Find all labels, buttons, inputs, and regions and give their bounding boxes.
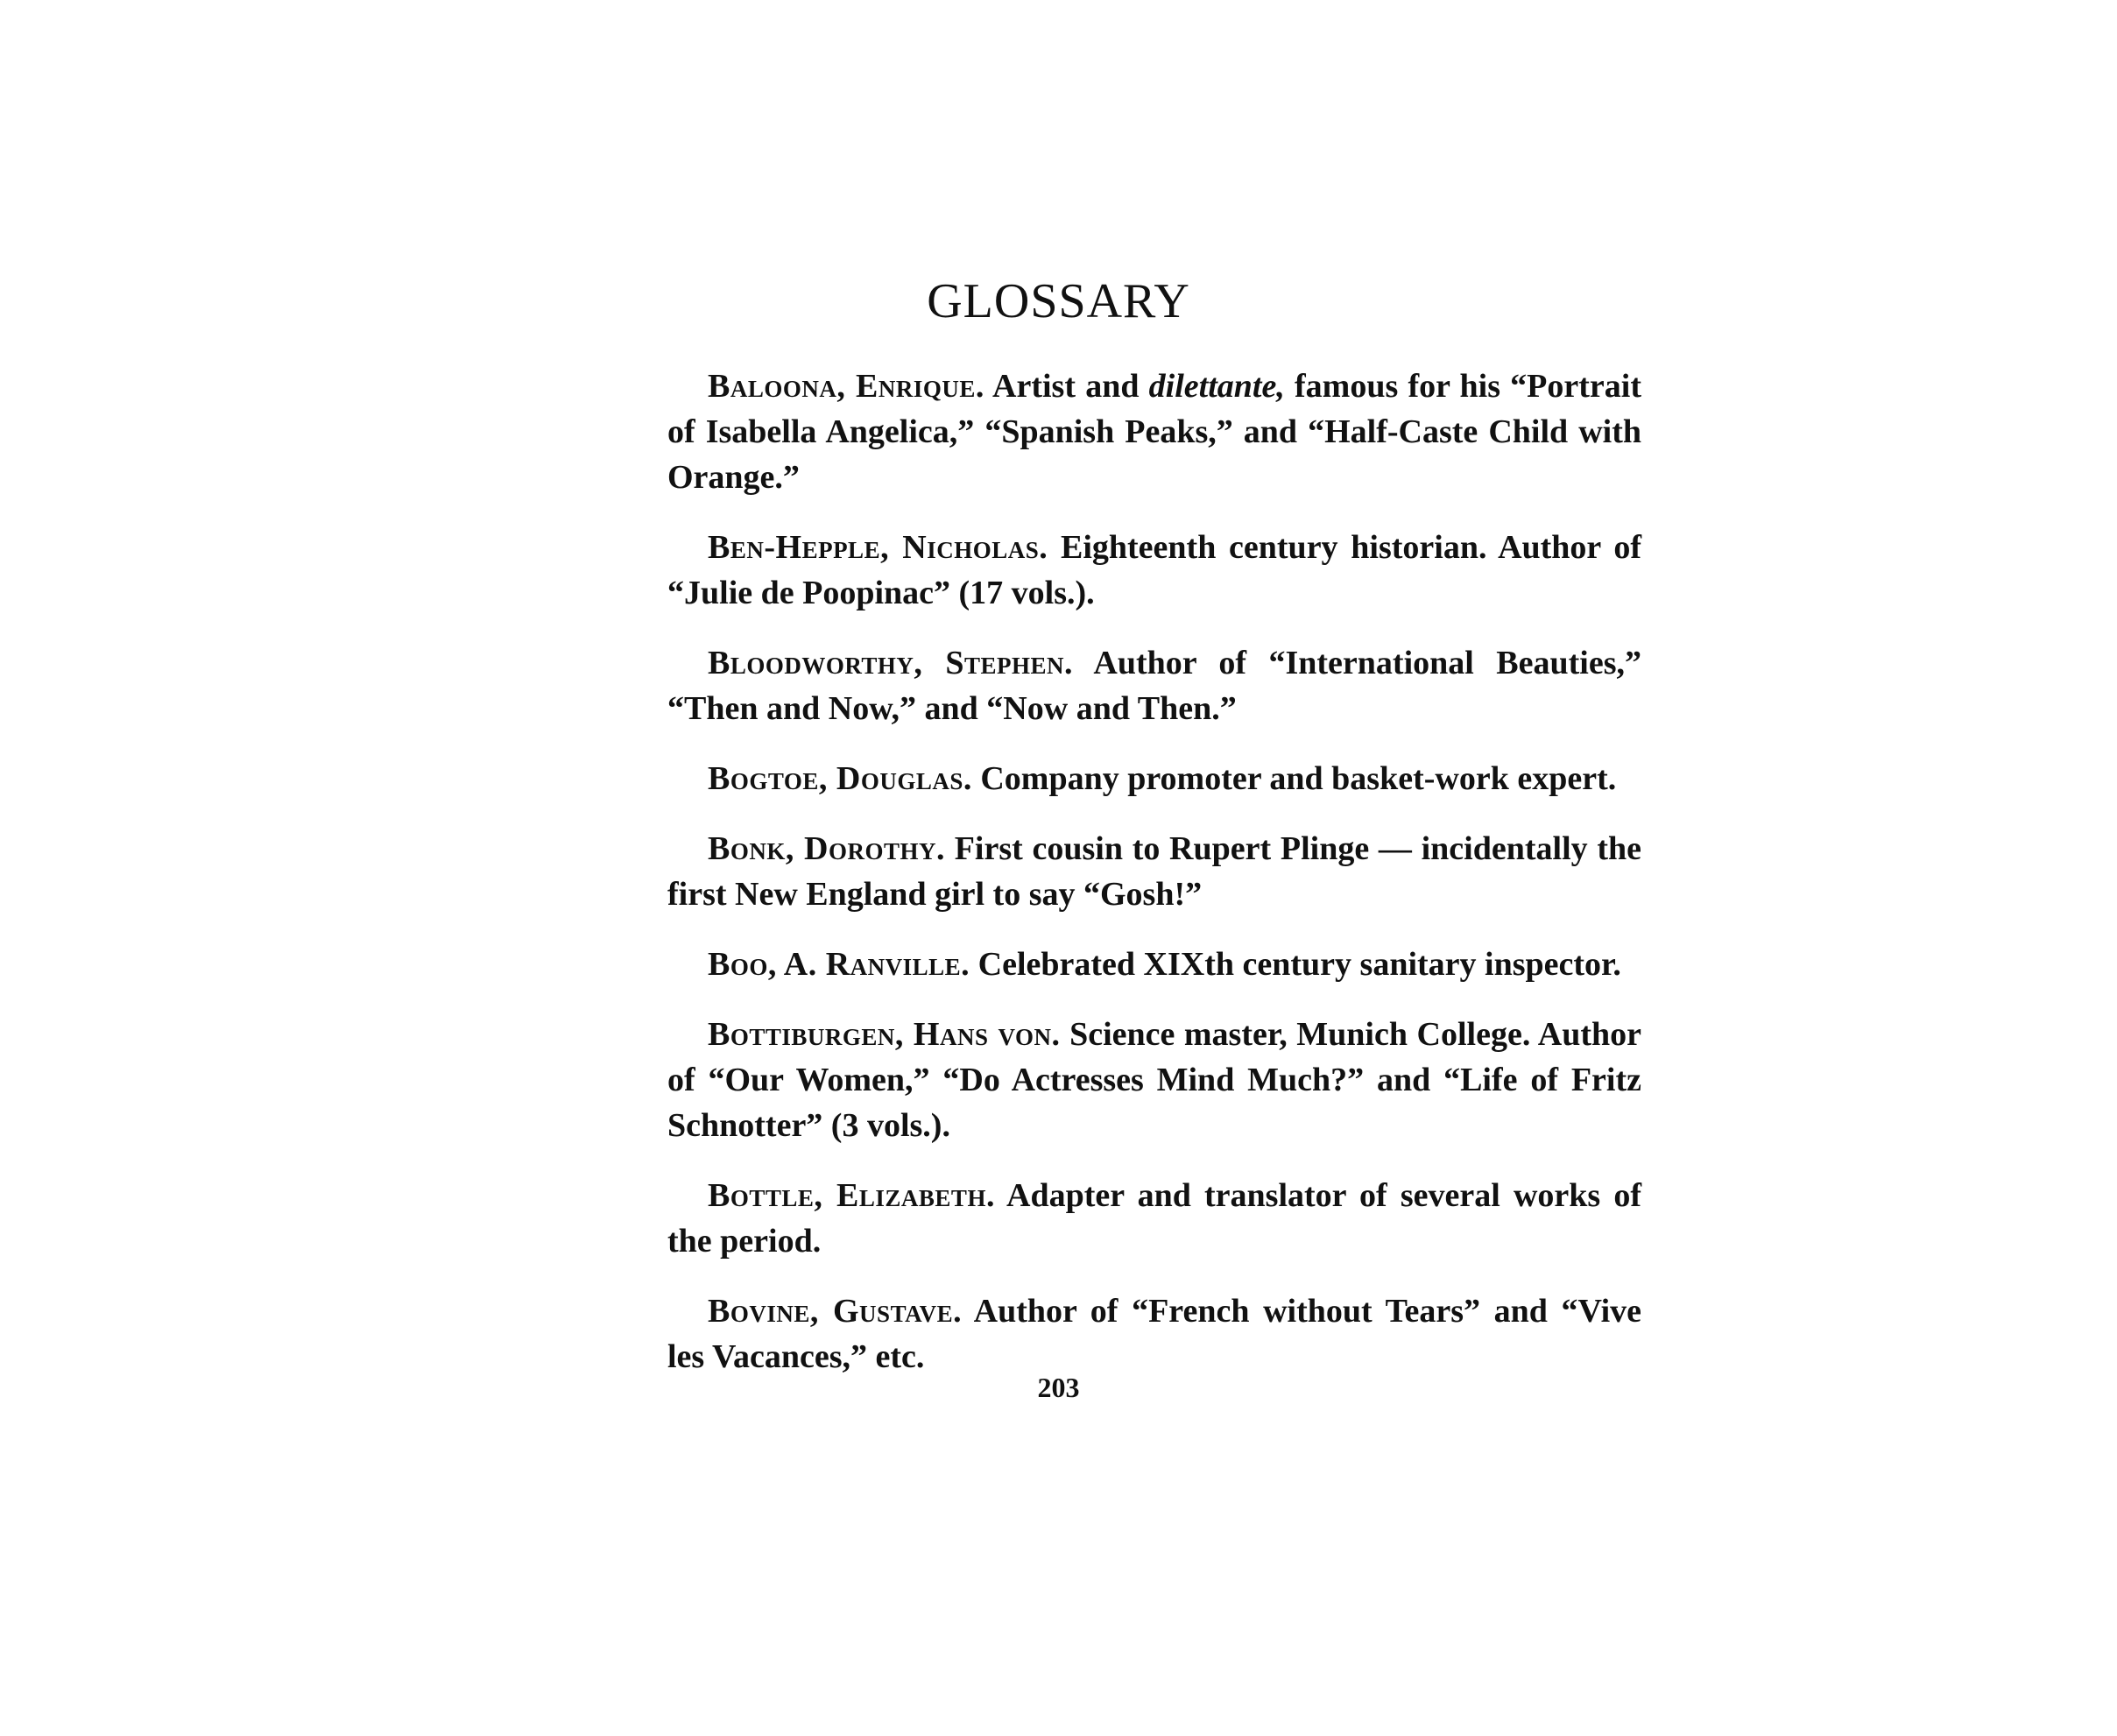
entry-description: Eighteenth century historian. Author of “Julie de Poopinac” (17 vols.). [667,529,1641,611]
entry-description: Company promoter and basket-work expert. [971,760,1617,797]
glossary-entry [667,1012,1641,1148]
entry-description: Science master, Munich College. Author of “Our Women,” “Do Actresses Mind Much?” and “Life of Fritz Schnotter” (3 vols.). [667,1016,1641,1144]
entry-name: Baloona, Enrique. [708,368,984,405]
entry-name: Bonk, Dorothy. [708,830,946,867]
glossary-entries [667,363,1641,1404]
entry-description: Celebrated XIXth century sanitary inspector. [970,946,1621,983]
entry-description: Author of “French without Tears” and “Vive les Vacances,” etc. [667,1293,1641,1375]
entry-description: Adapter and translator of several works of the period. [667,1177,1641,1260]
glossary-entry [667,640,1641,731]
entry-name: Bloodworthy, Stephen. [708,645,1074,681]
entry-name: Bogtoe, Douglas. [708,760,972,797]
entry-name: Bovine, Gustave. [708,1293,963,1330]
glossary-entry [667,1288,1641,1380]
page-title: GLOSSARY [927,274,1190,328]
entry-italic-term: dilettante, [1148,368,1285,405]
entry-description: First cousin to Rupert Plinge — incidentally the first New England girl to say “Gosh!” [667,830,1641,913]
entry-name: Bottle, Elizabeth. [708,1177,995,1214]
entry-name: Ben-Hepple, Nicholas. [708,529,1048,566]
entry-name: Bottiburgen, Hans von. [708,1016,1061,1053]
glossary-entry [667,1173,1641,1264]
entry-name: Boo, A. Ranville. [708,946,970,983]
glossary-entry [667,756,1641,801]
entry-description: Artist and dilettante, famous for his “Portrait of Isabella Angelica,” “Spanish Peaks,” and “Half-Caste Child with Orange.” [667,368,1641,496]
page-number: 203 [1037,1372,1080,1403]
glossary-entry [667,942,1641,987]
glossary-entry [667,363,1641,500]
glossary-entry [667,525,1641,616]
glossary-entry [667,826,1641,917]
entry-description: Author of “International Beauties,” “Then and Now,” and “Now and Then.” [667,645,1641,727]
